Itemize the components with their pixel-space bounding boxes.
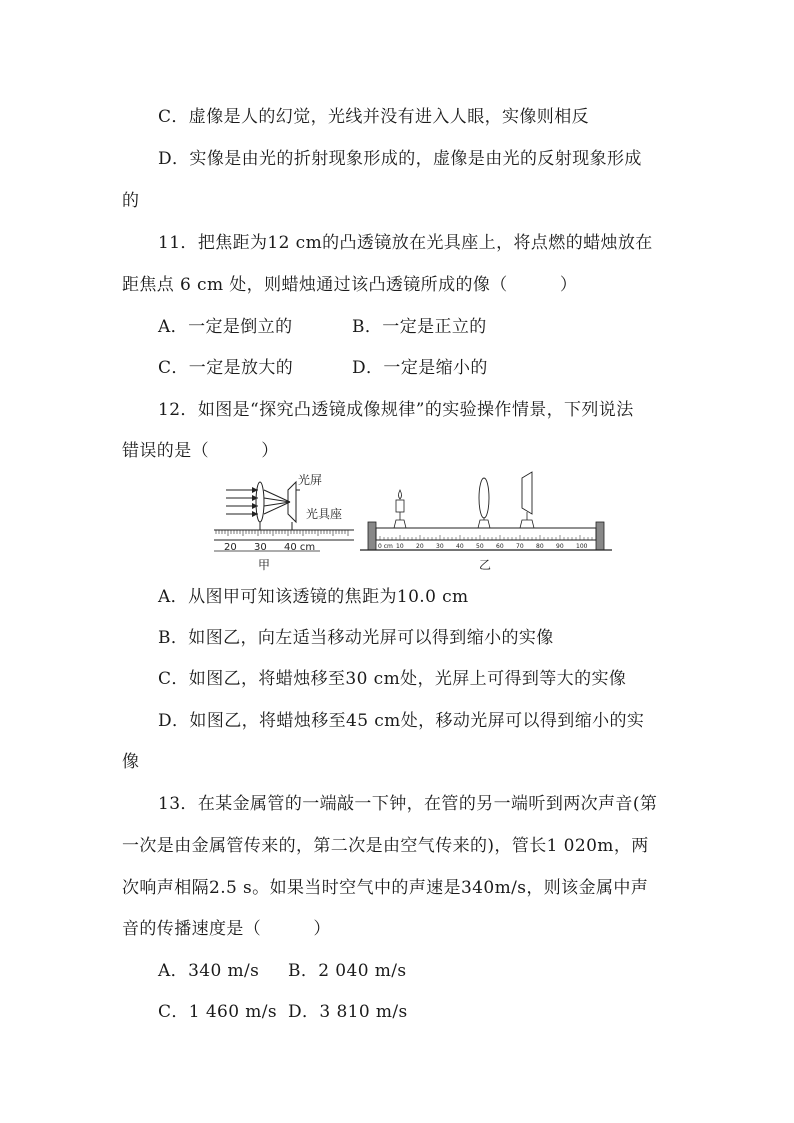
caption-jia: 甲	[258, 558, 271, 572]
caption-yi: 乙	[479, 558, 492, 572]
yi-tick-60: 60	[496, 543, 504, 550]
question-11-cont: 距焦点 6 cm 处，则蜡烛通过该凸透镜所成的像（ ）	[122, 275, 578, 295]
yi-tick-0: 0 cm	[378, 543, 393, 550]
candle-icon	[394, 490, 406, 528]
yi-tick-10: 10	[396, 543, 404, 550]
yi-tick-20: 20	[416, 543, 424, 550]
lens-icon	[256, 482, 264, 522]
yi-tick-70: 70	[516, 543, 524, 550]
jia-tick-30: 30	[254, 542, 267, 553]
question-13-cont-3: 音的传播速度是（ ）	[122, 919, 331, 939]
option-d-q10-cont: 的	[122, 191, 140, 211]
screen-label: 光屏	[298, 473, 323, 487]
option-c-q12: C．如图乙，将蜡烛移至30 cm处，光屏上可得到等大的实像	[158, 669, 627, 689]
bench-label: 光具座	[306, 507, 343, 521]
experiment-figure	[208, 468, 618, 578]
yi-tick-30: 30	[436, 543, 444, 550]
jia-tick-40: 40 cm	[284, 542, 316, 553]
option-a-q11: A．一定是倒立的	[158, 317, 293, 337]
jia-tick-20: 20	[224, 542, 237, 553]
option-d-q12-cont: 像	[122, 752, 140, 772]
option-d-q11: D．一定是缩小的	[352, 358, 488, 378]
yi-tick-40: 40	[456, 543, 464, 550]
yi-tick-100: 100	[576, 543, 588, 550]
figure-jia	[214, 472, 354, 572]
option-c-q13: C．1 460 m/s	[158, 1002, 278, 1022]
option-b-q12: B．如图乙，向左适当移动光屏可以得到缩小的实像	[158, 628, 554, 648]
figure-yi	[360, 472, 612, 572]
option-a-q13: A．340 m/s	[158, 961, 260, 981]
screen-icon	[520, 472, 534, 528]
question-13-cont-2: 次响声相隔2.5 s。如果当时空气中的声速是340m/s，则该金属中声	[122, 878, 649, 898]
lens-icon	[478, 478, 490, 528]
option-b-q13: B．2 040 m/s	[288, 961, 407, 981]
question-11: 11．把焦距为12 cm的凸透镜放在光具座上，将点燃的蜡烛放在	[158, 233, 653, 253]
question-13: 13．在某金属管的一端敲一下钟，在管的另一端听到两次声音(第	[158, 794, 658, 814]
option-c-q10: C．虚像是人的幻觉，光线并没有进入人眼，实像则相反	[158, 107, 590, 127]
yi-tick-90: 90	[556, 543, 564, 550]
option-d-q12: D．如图乙，将蜡烛移至45 cm处，移动光屏可以得到缩小的实	[158, 711, 645, 731]
option-a-q12: A．从图甲可知该透镜的焦距为10.0 cm	[158, 587, 469, 607]
option-d-q10: D．实像是由光的折射现象形成的，虚像是由光的反射现象形成	[158, 149, 642, 169]
question-12-cont: 错误的是（ ）	[122, 441, 279, 461]
yi-tick-50: 50	[476, 543, 484, 550]
question-12: 12．如图是“探究凸透镜成像规律”的实验操作情景，下列说法	[158, 400, 634, 420]
option-d-q13: D．3 810 m/s	[288, 1002, 408, 1022]
option-c-q11: C．一定是放大的	[158, 358, 294, 378]
question-13-cont-1: 一次是由金属管传来的，第二次是由空气传来的)，管长1 020m，两	[122, 836, 649, 856]
yi-tick-80: 80	[536, 543, 544, 550]
option-b-q11: B．一定是正立的	[352, 317, 487, 337]
